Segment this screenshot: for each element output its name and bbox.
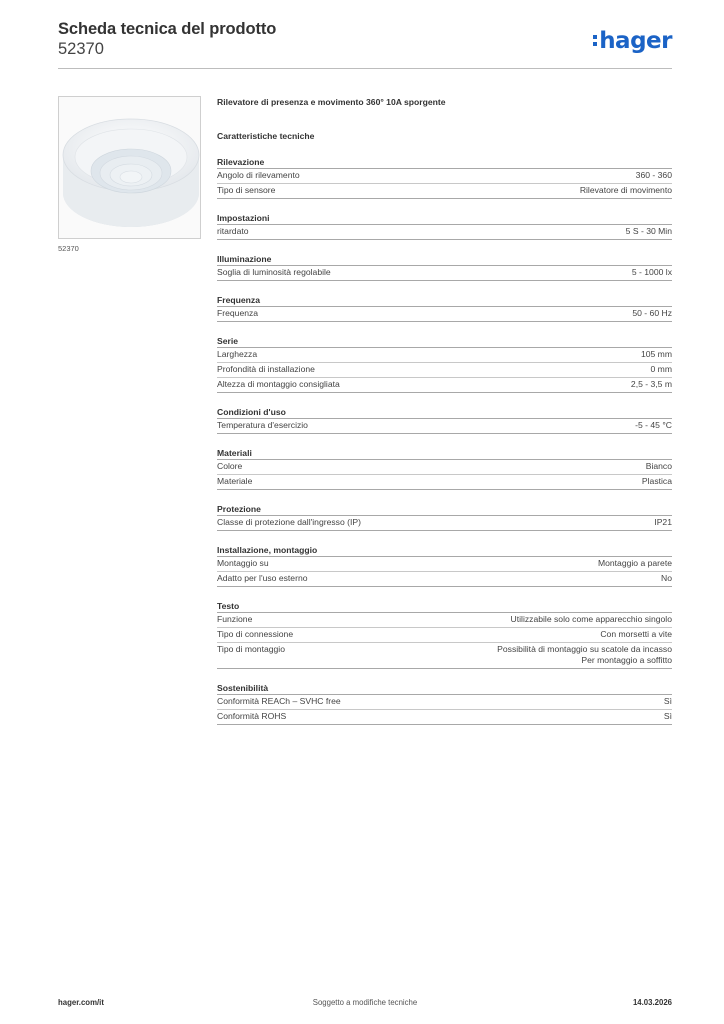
spec-value: -5 - 45 °C (635, 420, 672, 430)
spec-row (217, 419, 672, 434)
spec-label: Materiale (217, 476, 253, 486)
spec-value: Montaggio a parete (597, 558, 672, 568)
spec-label: Temperatura d'esercizio (217, 420, 308, 430)
header-divider (58, 68, 672, 69)
spec-value: IP21 (654, 517, 672, 527)
spec-section (217, 682, 672, 725)
motion-detector-illustration (59, 97, 201, 239)
product-code: 52370 (58, 40, 104, 58)
page-header (58, 20, 672, 70)
spec-row (217, 460, 672, 475)
spec-row (217, 348, 672, 363)
logo-colon-icon (593, 33, 598, 47)
section-title: Installazione, montaggio (217, 544, 672, 557)
section-title: Illuminazione (217, 253, 672, 266)
logo-text: hager (599, 28, 672, 54)
spec-label: Tipo di montaggio (217, 644, 285, 654)
spec-section (217, 212, 672, 240)
spec-row (217, 225, 672, 240)
spec-row (217, 363, 672, 378)
spec-value: Rilevatore di movimento (579, 185, 672, 195)
footer-note: Soggetto a modifiche tecniche (312, 998, 418, 1007)
spec-label: Montaggio su (217, 558, 269, 568)
spec-value: 5 - 1000 lx (631, 267, 672, 277)
section-title: Impostazioni (217, 212, 672, 225)
spec-value: Plastica (641, 476, 672, 486)
section-title: Sostenibilità (217, 682, 672, 695)
spec-section (217, 406, 672, 434)
spec-value: Sì (663, 696, 672, 706)
specs-heading: Caratteristiche tecniche (217, 131, 315, 141)
footer-date: 14.03.2026 (632, 998, 672, 1007)
spec-value: 2,5 - 3,5 m (630, 379, 672, 389)
spec-label: Soglia di luminosità regolabile (217, 267, 331, 277)
spec-label: Classe di protezione dall'ingresso (IP) (217, 517, 361, 527)
spec-row (217, 695, 672, 710)
spec-section (217, 253, 672, 281)
spec-section (217, 294, 672, 322)
spec-value: 105 mm (640, 349, 672, 359)
spec-row (217, 475, 672, 490)
spec-sections (217, 156, 672, 725)
spec-section (217, 503, 672, 531)
brand-logo (593, 28, 672, 54)
spec-row (217, 613, 672, 628)
footer-website: hager.com/it (58, 998, 104, 1007)
spec-value: 0 mm (650, 364, 672, 374)
spec-row (217, 169, 672, 184)
spec-value: Bianco (645, 461, 672, 471)
spec-label: ritardato (217, 226, 249, 236)
spec-section (217, 335, 672, 393)
spec-label: Angolo di rilevamento (217, 170, 300, 180)
spec-value: Utilizzabile solo come apparecchio singolo (510, 614, 672, 624)
spec-value: Sì (663, 711, 672, 721)
spec-row (217, 378, 672, 393)
spec-content (217, 96, 672, 725)
spec-value: 5 S - 30 Min (625, 226, 672, 236)
spec-label: Altezza di montaggio consigliata (217, 379, 340, 389)
spec-row (217, 628, 672, 643)
spec-label: Colore (217, 461, 243, 471)
section-title: Serie (217, 335, 672, 348)
spec-value: No (661, 573, 672, 583)
section-title: Protezione (217, 503, 672, 516)
spec-row (217, 572, 672, 587)
spec-label: Conformità REACh – SVHC free (217, 696, 341, 706)
image-caption: 52370 (58, 244, 79, 253)
spec-section (217, 447, 672, 490)
spec-label: Profondità di installazione (217, 364, 315, 374)
document-title: Scheda tecnica del prodotto (58, 20, 277, 38)
spec-value: 360 - 360 (635, 170, 672, 180)
section-title: Materiali (217, 447, 672, 460)
spec-row (217, 643, 672, 669)
spec-row (217, 557, 672, 572)
section-title: Testo (217, 600, 672, 613)
section-title: Condizioni d'uso (217, 406, 672, 419)
spec-label: Adatto per l'uso esterno (217, 573, 308, 583)
spec-label: Funzione (217, 614, 253, 624)
spec-label: Frequenza (217, 308, 259, 318)
spec-label: Tipo di sensore (217, 185, 276, 195)
product-description: Rilevatore di presenza e movimento 360° 10A sporgente (217, 97, 446, 107)
spec-row (217, 266, 672, 281)
spec-value: Con morsetti a vite (600, 629, 672, 639)
spec-section (217, 544, 672, 587)
spec-value: Possibilità di montaggio su scatole da incasso Per montaggio a soffitto (497, 644, 672, 665)
spec-label: Tipo di connessione (217, 629, 294, 639)
spec-row (217, 184, 672, 199)
spec-row (217, 307, 672, 322)
spec-value: 50 - 60 Hz (632, 308, 672, 318)
spec-label: Larghezza (217, 349, 258, 359)
section-title: Frequenza (217, 294, 672, 307)
spec-section (217, 600, 672, 669)
spec-label: Conformità ROHS (217, 711, 287, 721)
spec-section (217, 156, 672, 199)
spec-row (217, 710, 672, 725)
spec-row (217, 516, 672, 531)
product-image (58, 96, 201, 239)
section-title: Rilevazione (217, 156, 672, 169)
